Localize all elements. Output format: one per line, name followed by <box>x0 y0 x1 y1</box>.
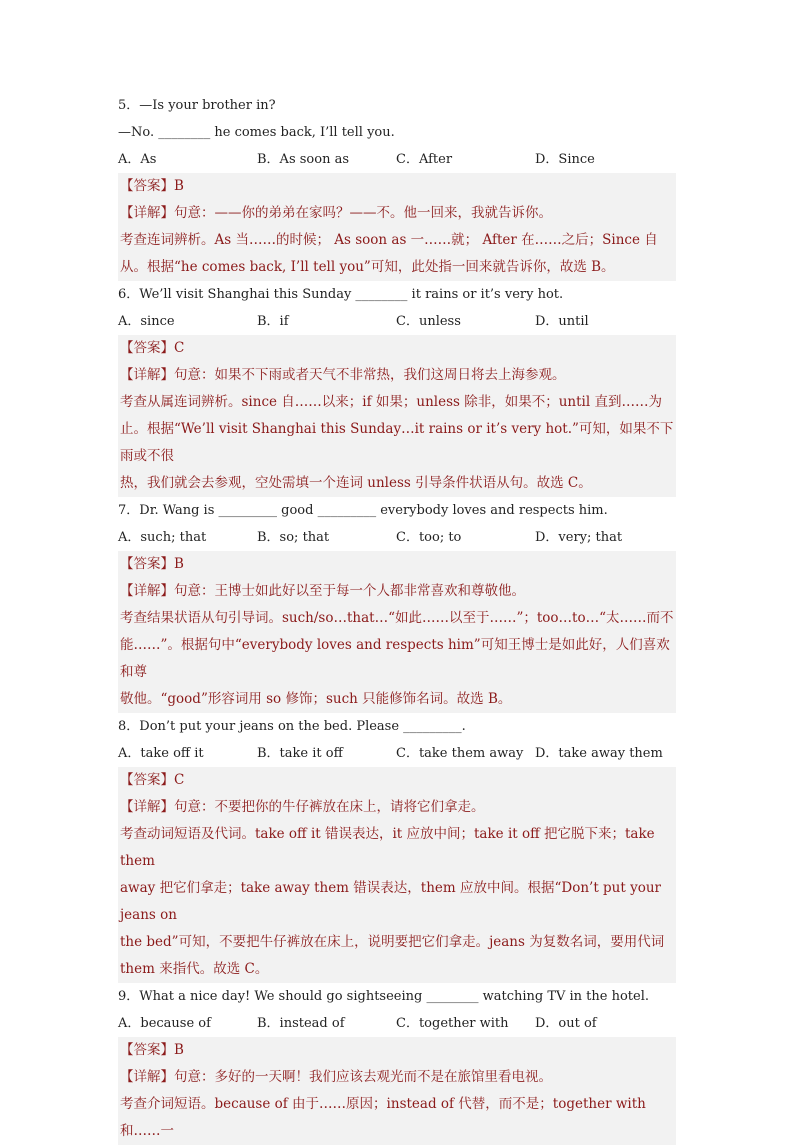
questions-list <box>118 92 676 1145</box>
option-b: B．so; that <box>257 530 330 545</box>
answer-label: 【答案】C <box>120 772 185 788</box>
question-stem: 5．—Is your brother in? <box>118 98 276 113</box>
option-c: C．take them away <box>396 746 524 761</box>
option-b: B．As soon as <box>257 152 349 167</box>
option-a: A．As <box>118 152 157 167</box>
option-a: A．such; that <box>118 530 207 545</box>
explanation-line: away 把它们拿走；take away them 错误表达，them 应放中间。根据“Don’t put your jeans on <box>120 880 661 923</box>
option-b: B．instead of <box>257 1016 345 1031</box>
answer-box <box>118 1037 676 1145</box>
explanation-line: 热，我们就会去参观，空处需填一个连词 unless 引导条件状语从句。故选 C。 <box>120 475 592 491</box>
option-d: D．very; that <box>535 530 623 545</box>
explanation-line: 【详解】句意：如果不下雨或者天气不非常热，我们这周日将去上海参观。 <box>120 367 566 383</box>
answer-box <box>118 551 676 713</box>
question-7 <box>118 497 676 713</box>
explanation-line: 考查结果状语从句引导词。such/so…that…“如此……以至于……”；too…to…“太……而不 <box>120 610 674 626</box>
question-9 <box>118 983 676 1145</box>
answer-label: 【答案】B <box>120 1042 184 1058</box>
option-c: C．together with <box>396 1016 509 1031</box>
option-d: D．Since <box>535 152 595 167</box>
option-b: B．if <box>257 314 289 329</box>
option-d: D．out of <box>535 1016 597 1031</box>
option-b: B．take it off <box>257 746 343 761</box>
answer-label: 【答案】C <box>120 340 185 356</box>
explanation-line: 【详解】句意：多好的一天啊！我们应该去观光而不是在旅馆里看电视。 <box>120 1069 552 1085</box>
explanation-line: the bed”可知，不要把牛仔裤放在床上，说明要把它们拿走。jeans 为复数名词，要用代词 <box>120 934 665 950</box>
explanation-line: 考查从属连词辨析。since 自……以来；if 如果；unless 除非，如果不；until 直到……为 <box>120 394 662 410</box>
question-stem: 8．Don’t put your jeans on the bed. Please _________. <box>118 719 466 734</box>
answer-box <box>118 335 676 497</box>
explanation-line: them 来指代。故选 C。 <box>120 961 269 977</box>
options <box>118 1010 676 1037</box>
answer-label: 【答案】B <box>120 178 184 194</box>
option-c: C．After <box>396 152 453 167</box>
question-stem: —No. ________ he comes back, I’ll tell you. <box>118 125 395 140</box>
question-stem: 7．Dr. Wang is _________ good _________ everybody loves and respects him. <box>118 503 608 518</box>
option-c: C．unless <box>396 314 461 329</box>
option-d: D．take away them <box>535 746 663 761</box>
explanation-line: 考查介词短语。because of 由于……原因；instead of 代替，而不是；together with 和……一 <box>120 1096 646 1139</box>
answer-box <box>118 767 676 983</box>
options <box>118 524 676 551</box>
question-6 <box>118 281 676 497</box>
explanation-line: 能……”。根据句中“everybody loves and respects him”可知王博士是如此好，人们喜欢和尊 <box>120 637 670 680</box>
explanation-line: 【详解】句意：——你的弟弟在家吗？——不。他一回来，我就告诉你。 <box>120 205 552 221</box>
answer-box <box>118 173 676 281</box>
explanation-line: 【详解】句意：王博士如此好以至于每一个人都非常喜欢和尊敬他。 <box>120 583 525 599</box>
question-8 <box>118 713 676 983</box>
explanation-line: 考查连词辨析。As 当……的时候； As soon as 一……就； After 在……之后；Since 自 <box>120 232 658 248</box>
explanation-line: 【详解】句意：不要把你的牛仔裤放在床上，请将它们拿走。 <box>120 799 485 815</box>
option-a: A．since <box>118 314 175 329</box>
explanation-line: 敬他。“good”形容词用 so 修饰；such 只能修饰名词。故选 B。 <box>120 691 512 707</box>
option-d: D．until <box>535 314 589 329</box>
question-stem: 6．We’ll visit Shanghai this Sunday ________ it rains or it’s very hot. <box>118 287 564 302</box>
answer-label: 【答案】B <box>120 556 184 572</box>
explanation-line: 止。根据“We’ll visit Shanghai this Sunday…it rains or it’s very hot.”可知，如果不下雨或不很 <box>120 421 674 464</box>
options <box>118 740 676 767</box>
option-c: C．too; to <box>396 530 462 545</box>
question-stem: 9．What a nice day! We should go sightseeing ________ watching TV in the hotel. <box>118 989 650 1004</box>
explanation-line: 从。根据“he comes back, I’ll tell you”可知，此处指一回来就告诉你，故选 B。 <box>120 259 615 275</box>
explanation-line: 考查动词短语及代词。take off it 错误表达，it 应放中间；take it off 把它脱下来；take them <box>120 826 655 869</box>
options <box>118 146 676 173</box>
question-5 <box>118 92 676 281</box>
options <box>118 308 676 335</box>
option-a: A．take off it <box>118 746 204 761</box>
option-a: A．because of <box>118 1016 211 1031</box>
